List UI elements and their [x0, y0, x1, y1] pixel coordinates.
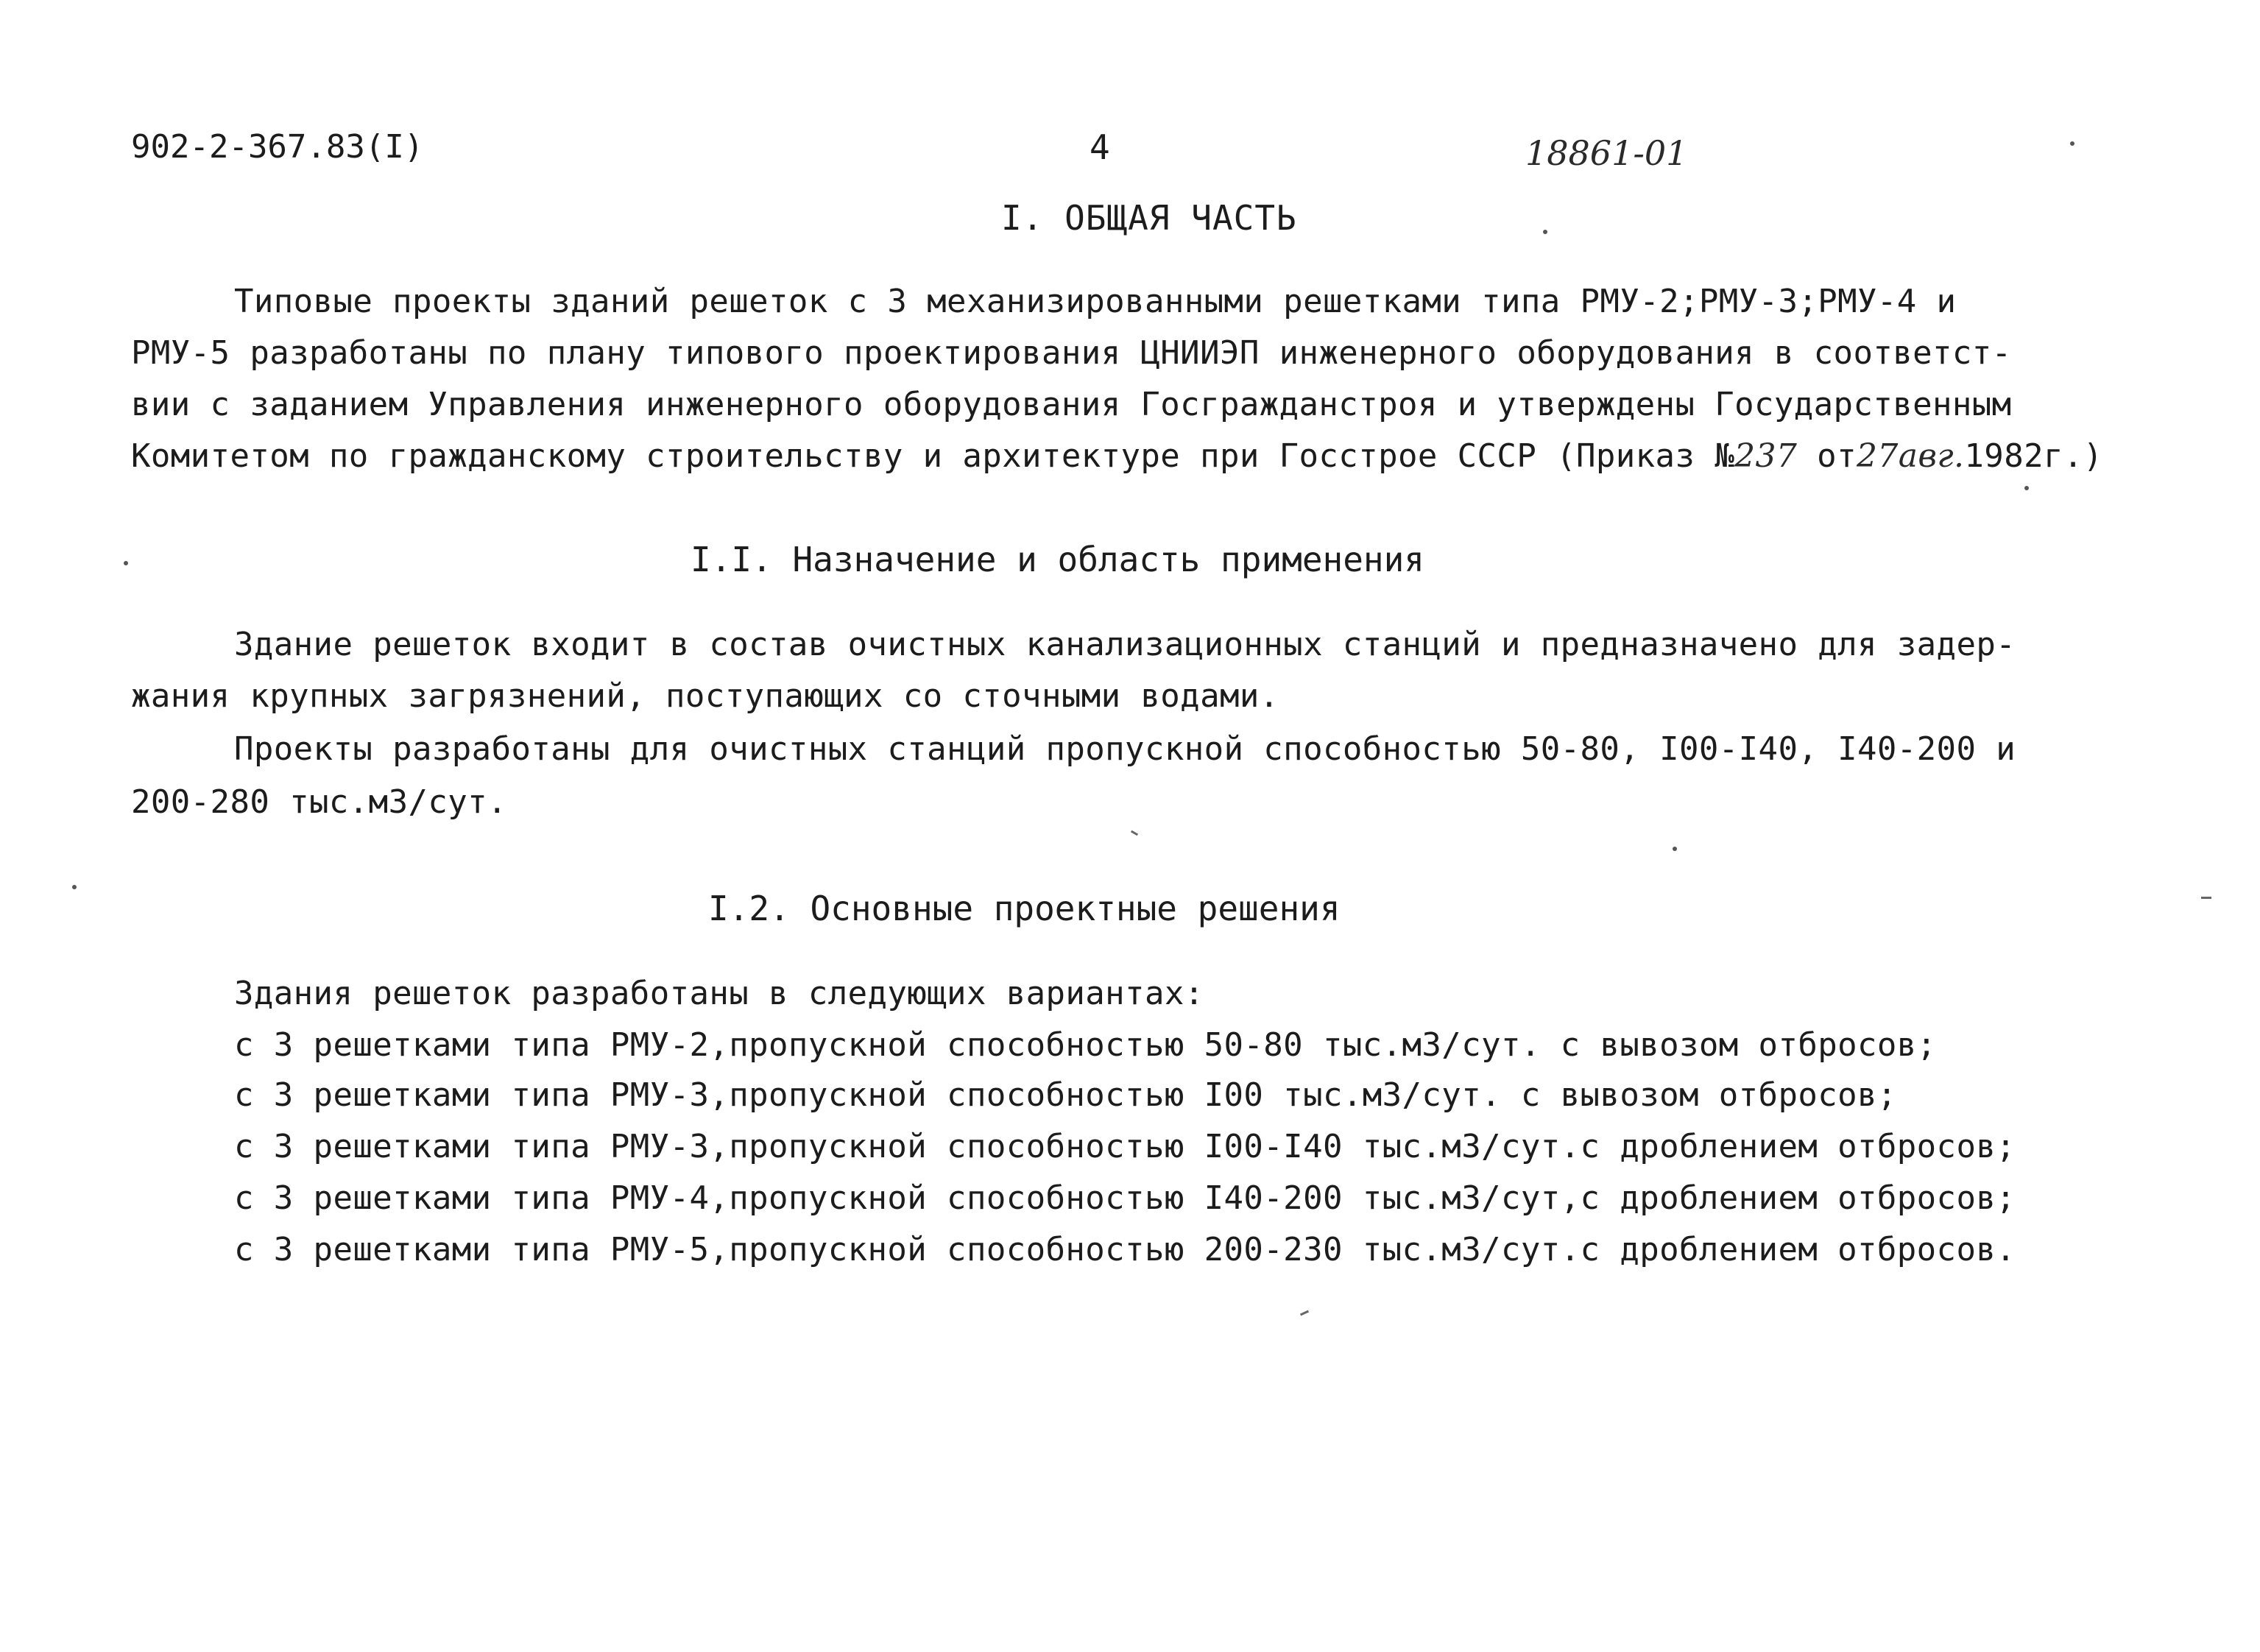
- order-text: Комитетом по гражданскому строительству и архитектуре при Госстрое СССР (Приказ №: [131, 437, 1735, 475]
- scan-speck: [1673, 847, 1677, 851]
- section-title-purpose: I.I. Назначение и область применения: [691, 540, 1424, 579]
- variant-item-rmu3-removal: с 3 решетками типа РМУ-3,пропускной способностью I00 тыс.м3/сут. с вывозом отбросов;: [234, 1076, 1897, 1114]
- scan-mark: [1131, 830, 1138, 836]
- order-number-handwritten: 237: [1734, 437, 1798, 475]
- purpose-line-3: Проекты разработаны для очистных станций пропускной способностью 50-80, I00-I40, I40-200 и: [234, 730, 2016, 768]
- variants-intro: Здания решеток разработаны в следующих вариантах:: [234, 975, 1204, 1012]
- order-year: 1982г.): [1964, 437, 2103, 475]
- section-title-design-solutions: I.2. Основные проектные решения: [708, 889, 1341, 928]
- variant-item-rmu5: с 3 решетками типа РМУ-5,пропускной способностью 200-230 тыс.м3/сут.с дроблением отбросов.: [234, 1231, 2016, 1268]
- page-number: 4: [1090, 127, 1110, 167]
- variant-item-rmu2: с 3 решетками типа РМУ-2,пропускной способностью 50-80 тыс.м3/сут. с вывозом отбросов;: [234, 1026, 1937, 1064]
- section-title-general: I. ОБЩАЯ ЧАСТЬ: [1001, 198, 1297, 238]
- purpose-line-1: Здание решеток входит в состав очистных канализационных станций и предназначено для задер-: [234, 626, 2016, 663]
- scan-speck: [2024, 486, 2029, 490]
- purpose-line-2: жания крупных загрязнений, поступающих со сточными водами.: [131, 677, 1279, 715]
- intro-paragraph-line-3: вии с заданием Управления инженерного оборудования Госгражданстроя и утверждены Государственным: [131, 386, 2012, 423]
- variant-item-rmu3-crushing: с 3 решетками типа РМУ-3,пропускной способностью I00-I40 тыс.м3/сут.с дроблением отбросов;: [234, 1128, 2016, 1165]
- scan-speck: [2070, 141, 2074, 146]
- intro-paragraph-line-4: [131, 436, 2103, 477]
- purpose-line-4: 200-280 тыс.м3/сут.: [131, 783, 507, 821]
- handwritten-number: 18861-01: [1525, 133, 1688, 173]
- scan-mark: [1300, 1310, 1309, 1316]
- order-from: от: [1797, 437, 1857, 475]
- scan-speck: [72, 885, 77, 889]
- document-code: 902-2-367.83(I): [131, 128, 424, 166]
- scan-mark: [2201, 897, 2211, 899]
- intro-paragraph-line-2: РМУ-5 разработаны по плану типового проектирования ЦНИИЭП инженерного оборудования в соответст-: [131, 334, 2012, 372]
- intro-paragraph-line-1: Типовые проекты зданий решеток с 3 механизированными решетками типа РМУ-2;РМУ-3;РМУ-4 и: [234, 283, 1957, 320]
- variant-item-rmu4: с 3 решетками типа РМУ-4,пропускной способностью I40-200 тыс.м3/сут,с дроблением отбросов;: [234, 1179, 2016, 1217]
- scan-speck: [124, 561, 128, 565]
- order-date-handwritten: 27авг.: [1856, 437, 1965, 475]
- scan-speck: [1543, 230, 1547, 234]
